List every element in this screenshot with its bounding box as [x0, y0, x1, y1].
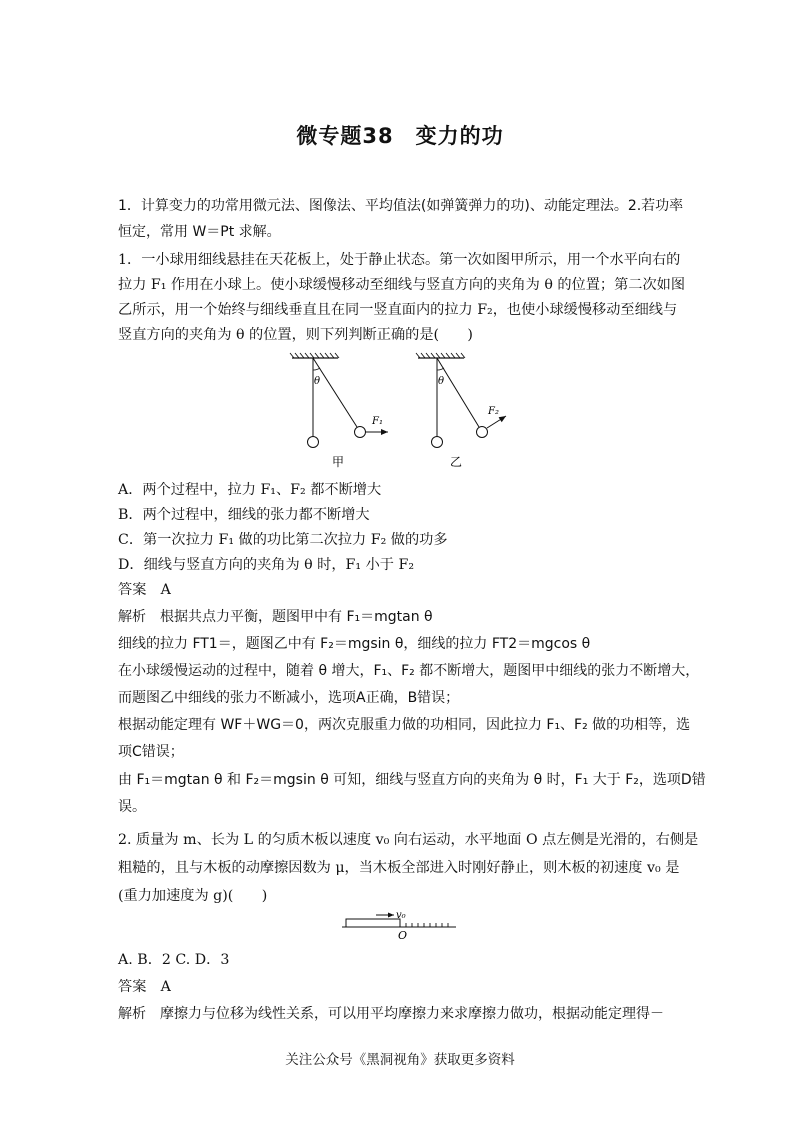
q1-analysis-line: 解析 根据共点力平衡，题图甲中有 F₁＝mgtan θ — [118, 609, 433, 625]
caption-yi: 乙 — [450, 455, 463, 469]
q1-analysis-line: 项C错误； — [118, 744, 184, 760]
q1-analysis-line: 根据动能定理有 WF＋WG＝0，两次克服重力做的功相同，因此拉力 F₁、F₂ 做的功相等，选 — [118, 717, 691, 733]
q2-answer: 答案 A — [118, 979, 171, 995]
board-figure — [340, 906, 460, 942]
footer-note: 关注公众号《黑洞视角》获取更多资料 — [285, 1052, 515, 1068]
theta-label-right: θ — [438, 376, 445, 387]
page-title: 微专题38 变力的功 — [296, 124, 504, 148]
q1-analysis-line: 细线的拉力 FT1＝，题图乙中有 F₂＝mgsin θ，细线的拉力 FT2＝mgcos θ — [118, 636, 591, 652]
q1-stem-line: 竖直方向的夹角为 θ 的位置，则下列判断正确的是( ) — [118, 327, 473, 343]
force-arrow-f2 — [487, 416, 506, 428]
q2-analysis: 解析 摩擦力与位移为线性关系，可以用平均摩擦力来求摩擦力做功，根据动能定理得－ — [118, 1006, 664, 1022]
ball-moved-left — [355, 427, 366, 438]
ball-rest-right — [432, 437, 443, 448]
q1-answer: 答案 A — [118, 582, 171, 598]
angle-arc-left — [313, 368, 320, 370]
ceiling-right — [416, 353, 465, 358]
intro-line-1: 1．计算变力的功常用微元法、图像法、平均值法(如弹簧弹力的功)、动能定理法。2.若功率 — [118, 198, 684, 214]
q1-option-b: B．两个过程中，细线的张力都不断增大 — [118, 507, 370, 523]
force-label-f2: F₂ — [488, 406, 499, 417]
q1-option-a: A．两个过程中，拉力 F₁、F₂ 都不断增大 — [118, 482, 382, 498]
q1-analysis-line: 误。 — [118, 799, 146, 815]
q1-option-c: C．第一次拉力 F₁ 做的功比第二次拉力 F₂ 做的功多 — [118, 532, 448, 548]
pendulum-figure — [280, 348, 530, 473]
q1-analysis-line: 在小球缓慢运动的过程中，随着 θ 增大，F₁、F₂ 都不断增大，题图甲中细线的张力不断增大， — [118, 663, 700, 679]
angle-arc-right — [437, 368, 444, 370]
ball-moved-right — [477, 427, 488, 438]
q2-stem-line: 粗糙的，且与木板的动摩擦因数为 μ，当木板全部进入时刚好静止，则木板的初速度 v₀ 是 — [118, 860, 680, 876]
ball-rest-left — [308, 437, 319, 448]
q2-stem-line: (重力加速度为 g)( ) — [118, 888, 268, 904]
q1-analysis-line: 而题图乙中细线的张力不断减小，选项A正确，B错误； — [118, 690, 460, 706]
theta-label-left: θ — [314, 376, 321, 387]
rough-ground-hatch — [406, 923, 448, 927]
q1-stem-line: 1．一小球用细线悬挂在天花板上，处于静止状态。第一次如图甲所示，用一个水平向右的 — [118, 252, 681, 268]
point-o-label: O — [398, 929, 408, 942]
q2-options: A. B．2 C. D．3 — [118, 952, 230, 968]
q1-stem-line: 乙所示，用一个始终与细线垂直且在同一竖直面内的拉力 F₂，也使小球缓慢移动至细线与 — [118, 302, 678, 318]
q1-option-d: D．细线与竖直方向的夹角为 θ 时，F₁ 小于 F₂ — [118, 557, 415, 573]
force-label-f1: F₁ — [372, 416, 383, 427]
q1-analysis-line: 由 F₁＝mgtan θ 和 F₂＝mgsin θ 可知，细线与竖直方向的夹角为 θ 时，F₁ 大于 F₂，选项D错 — [118, 772, 706, 788]
velocity-label: v₀ — [396, 910, 406, 921]
q2-stem-line: 2. 质量为 m、长为 L 的匀质木板以速度 v₀ 向右运动，水平地面 O 点左侧是光滑的，右侧是 — [118, 832, 699, 848]
intro-line-2: 恒定，常用 W＝Pt 求解。 — [118, 224, 281, 240]
ceiling-left — [290, 353, 339, 358]
wooden-board — [346, 919, 400, 927]
caption-jia: 甲 — [332, 455, 345, 469]
q1-stem-line: 拉力 F₁ 作用在小球上。使小球缓慢移动至细线与竖直方向的夹角为 θ 的位置；第二次如图 — [118, 277, 686, 293]
